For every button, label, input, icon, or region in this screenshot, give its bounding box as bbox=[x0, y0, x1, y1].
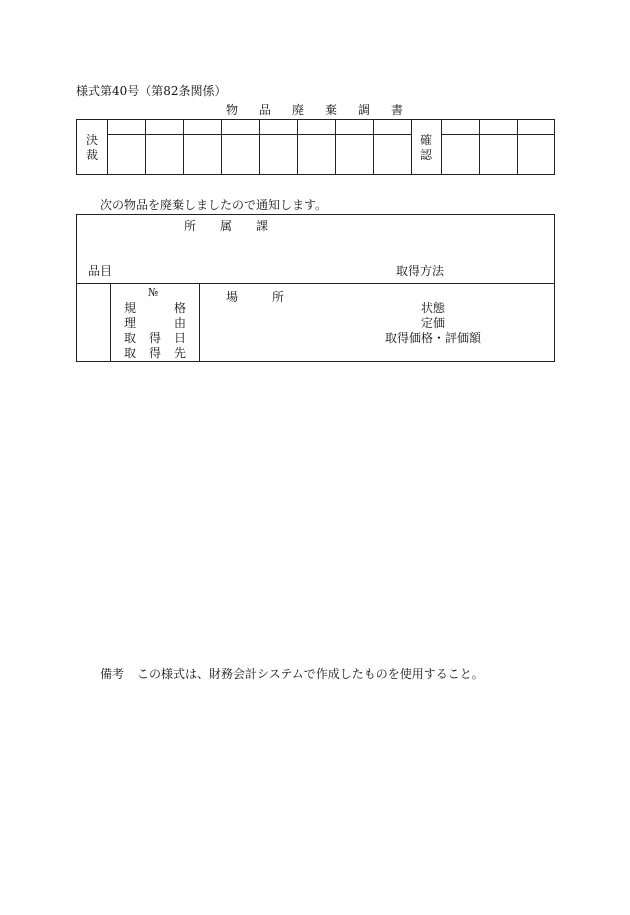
divider bbox=[411, 120, 412, 174]
approval-stamp-table bbox=[76, 119, 555, 175]
divider bbox=[517, 120, 518, 174]
divider bbox=[77, 283, 554, 284]
decision-label: 決 裁 bbox=[85, 133, 98, 162]
acquired-date-label-char: 日 bbox=[174, 331, 187, 345]
fixed-price-label: 定価 bbox=[421, 316, 446, 330]
divider bbox=[110, 283, 111, 361]
item-label: 品目 bbox=[88, 264, 113, 278]
divider bbox=[107, 134, 411, 135]
divider bbox=[145, 120, 146, 174]
department-label-char: 属 bbox=[220, 219, 233, 233]
remarks-label: 備考 bbox=[100, 667, 125, 681]
divider bbox=[183, 120, 184, 174]
spec-label-char: 規 bbox=[124, 301, 137, 315]
notice-text: 次の物品を廃棄しましたので通知します。 bbox=[100, 198, 328, 212]
department-label-char: 課 bbox=[256, 219, 269, 233]
title-char: 廃 bbox=[292, 103, 305, 117]
condition-label: 状態 bbox=[421, 301, 446, 315]
title-char: 調 bbox=[358, 103, 371, 117]
remarks-text: この様式は、財務会計システムで作成したものを使用すること。 bbox=[137, 667, 484, 681]
divider bbox=[479, 120, 480, 174]
divider bbox=[199, 283, 200, 361]
reason-label-char: 由 bbox=[174, 316, 187, 330]
acquisition-value-label: 取得価格・評価額 bbox=[385, 331, 482, 345]
acquired-date-label-char: 取 bbox=[124, 331, 137, 345]
acquired-from-label-char: 得 bbox=[149, 346, 162, 360]
confirm-label: 確 認 bbox=[419, 133, 432, 162]
reason-label-char: 理 bbox=[124, 316, 137, 330]
acquired-from-label-char: 先 bbox=[174, 346, 187, 360]
divider bbox=[221, 120, 222, 174]
divider bbox=[297, 120, 298, 174]
acquisition-method-label: 取得方法 bbox=[396, 264, 445, 278]
department-label-char: 所 bbox=[184, 219, 197, 233]
title-char: 物 bbox=[226, 103, 239, 117]
location-label-char: 所 bbox=[272, 290, 285, 304]
location-label-char: 場 bbox=[226, 290, 239, 304]
divider bbox=[335, 120, 336, 174]
title-char: 書 bbox=[391, 103, 404, 117]
acquired-date-label-char: 得 bbox=[149, 331, 162, 345]
divider bbox=[441, 134, 555, 135]
divider bbox=[107, 120, 108, 174]
title-char: 品 bbox=[259, 103, 272, 117]
divider bbox=[441, 120, 442, 174]
spec-label-char: 格 bbox=[174, 301, 187, 315]
form-number: 様式第40号（第82条関係） bbox=[76, 84, 227, 98]
divider bbox=[373, 120, 374, 174]
title-char: 棄 bbox=[325, 103, 338, 117]
divider bbox=[259, 120, 260, 174]
acquired-from-label-char: 取 bbox=[124, 346, 137, 360]
number-label: № bbox=[148, 286, 159, 299]
